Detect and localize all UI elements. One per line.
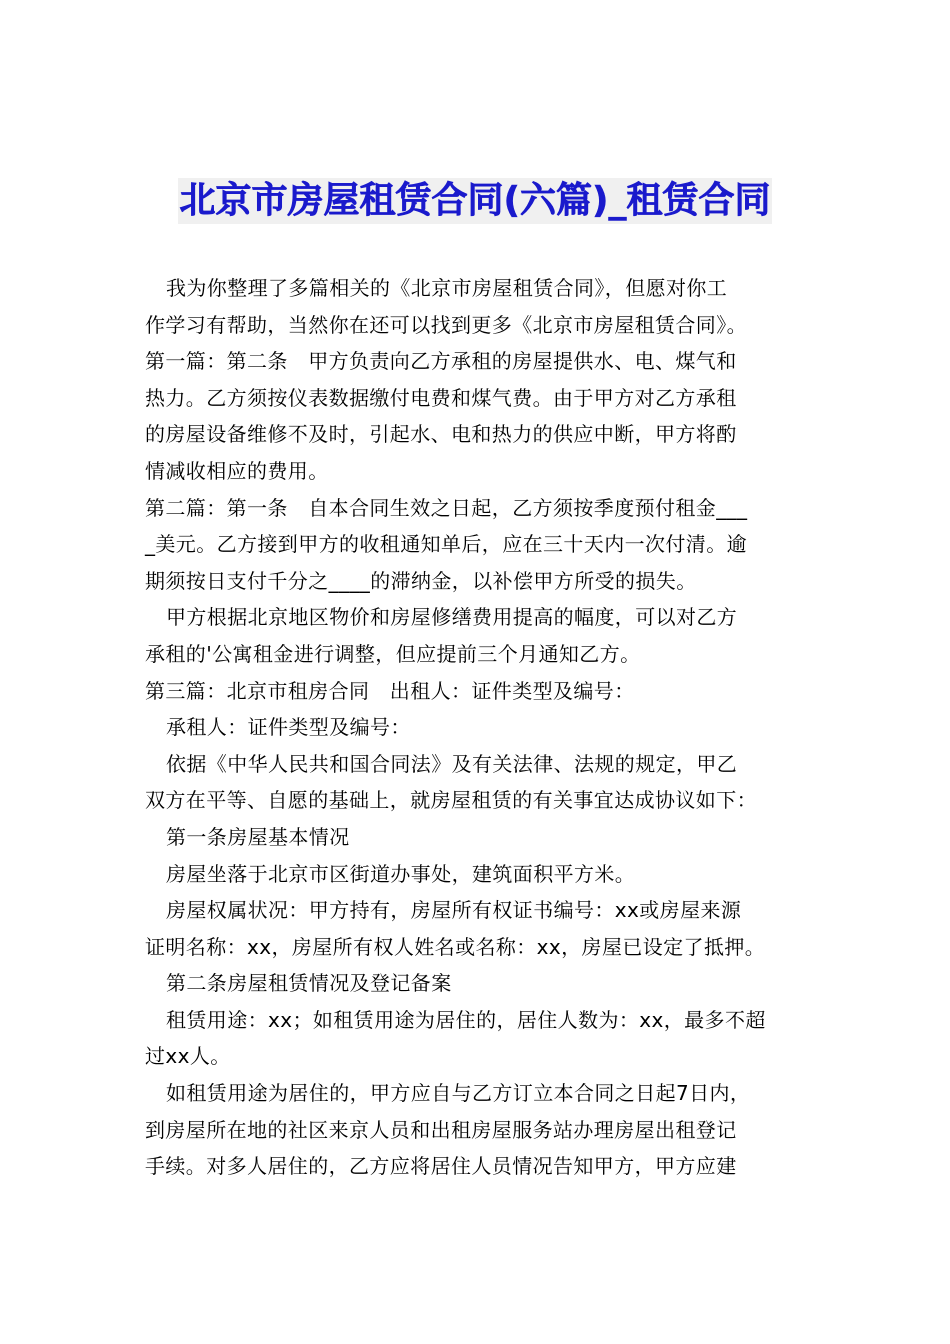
paragraph-line: 房屋坐落于北京市区街道办事处，建筑面积平方米。	[166, 861, 636, 886]
paragraph-line: 过xx人。	[145, 1044, 231, 1069]
paragraph-line: 期须按日支付千分之____的滞纳金，以补偿甲方所受的损失。	[145, 568, 697, 593]
paragraph-line: 承租人：证件类型及编号：	[166, 715, 411, 740]
paragraph-line: 依据《中华人民共和国合同法》及有关法律、法规的规定，甲乙	[166, 751, 738, 776]
paragraph-line: 第二篇：第一条 自本合同生效之日起，乙方须按季度预付租金___	[145, 495, 748, 520]
paragraph-line: 房屋权属状况：甲方持有，房屋所有权证书编号：xx或房屋来源	[166, 898, 742, 923]
paragraph-line: 如租赁用途为居住的，甲方应自与乙方订立本合同之日起7日内，	[166, 1081, 751, 1106]
paragraph-line: 租赁用途：xx；如租赁用途为居住的，居住人数为：xx，最多不超	[166, 1007, 766, 1032]
paragraph-line: _美元。乙方接到甲方的收租通知单后，应在三十天内一次付清。逾	[145, 532, 747, 557]
paragraph-line: 第三篇：北京市租房合同 出租人：证件类型及编号：	[145, 678, 635, 703]
paragraph-line: 第一条房屋基本情况	[166, 824, 350, 849]
paragraph-line: 的房屋设备维修不及时，引起水、电和热力的供应中断，甲方将酌	[145, 422, 737, 447]
document-body	[145, 270, 815, 1185]
paragraph-line: 第一篇：第二条 甲方负责向乙方承租的房屋提供水、电、煤气和	[145, 349, 737, 374]
paragraph-line: 到房屋所在地的社区来京人员和出租房屋服务站办理房屋出租登记	[145, 1117, 737, 1142]
title-container	[0, 178, 950, 224]
paragraph-line: 作学习有帮助，当然你在还可以找到更多《北京市房屋租赁合同》。	[145, 312, 747, 337]
paragraph-line: 甲方根据北京地区物价和房屋修缮费用提高的幅度，可以对乙方	[166, 605, 738, 630]
paragraph-line: 证明名称：xx，房屋所有权人姓名或名称：xx，房屋已设定了抵押。	[145, 934, 766, 959]
paragraph-line: 第二条房屋租赁情况及登记备案	[166, 971, 452, 996]
paragraph-line: 手续。对多人居住的，乙方应将居住人员情况告知甲方，甲方应建	[145, 1154, 737, 1179]
paragraph-line: 情减收相应的费用。	[145, 458, 329, 483]
paragraph-line: 双方在平等、自愿的基础上，就房屋租赁的有关事宜达成协议如下：	[145, 788, 757, 813]
paragraph-line: 热力。乙方须按仪表数据缴付电费和煤气费。由于甲方对乙方承租	[145, 385, 737, 410]
document-title: 北京市房屋租赁合同(六篇)_租赁合同	[178, 178, 773, 224]
paragraph-line: 我为你整理了多篇相关的《北京市房屋租赁合同》，但愿对你工	[166, 276, 728, 300]
paragraph-line: 承租的'公寓租金进行调整，但应提前三个月通知乙方。	[145, 641, 641, 666]
